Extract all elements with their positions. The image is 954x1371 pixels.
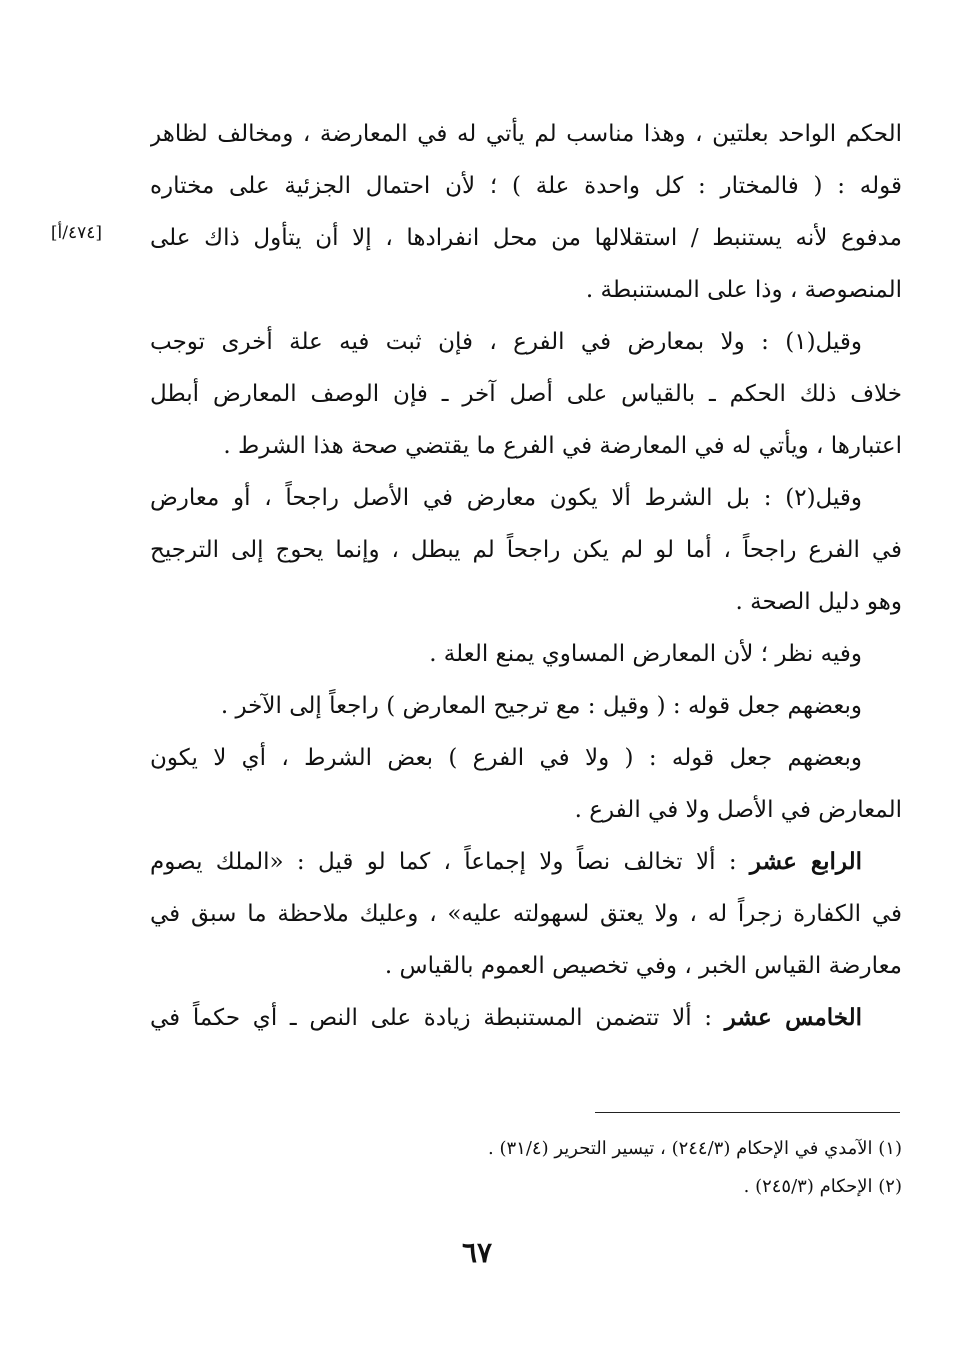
text-line: قوله : ( فالمختار : كل واحدة علة ) ؛ لأن احتمال الجزئية على مختاره <box>150 173 902 199</box>
text-line: في الفرع راجحاً ، أما لو لم يكن راجحاً لم يبطل ، وإنما يحوج إلى الترجيح <box>150 537 902 563</box>
text-line: وبعضهم جعل قوله : ( وقيل : مع ترجيح المعارض ) راجعاً إلى الآخر . <box>220 693 862 719</box>
text-line <box>150 836 902 888</box>
text-line: اعتبارها ، ويأتي له في المعارضة في الفرع ما يقتضي صحة هذا الشرط . <box>223 433 902 459</box>
section-heading-fifteenth: الخامس عشر <box>724 1004 862 1031</box>
text-line <box>150 992 902 1044</box>
text-line: المعارض في الأصل ولا في الفرع . <box>574 797 902 823</box>
text-line: الحكم الواحد بعلتين ، وهذا مناسب لم يأتي له في المعارضة ، ومخالف لظاهر <box>150 121 902 147</box>
footnotes <box>488 1130 902 1206</box>
text-run: : ألا تخالف نصاً ولا إجماعاً ، كما لو قيل : «الملك يصوم <box>150 849 750 875</box>
text-line: في الكفارة زجراً له ، ولا يعتق لسهولته عليه» ، وعليك ملاحظة ما سبق في <box>150 901 902 927</box>
text-line: وهو دليل الصحة . <box>735 589 902 615</box>
text-line: المنصوصة ، وذا على المستنبطة . <box>585 277 902 303</box>
text-run: : ألا تتضمن المستنبطة زيادة على النص ـ أي حكماً في <box>150 1005 725 1031</box>
text-line: وبعضهم جعل قوله : ( ولا في الفرع ) بعض الشرط ، أي لا يكون <box>150 745 862 771</box>
manuscript-folio-reference: [٤٧٤/أ] <box>50 223 102 243</box>
text-line: خلاف ذلك الحكم ـ بالقياس على أصل آخر ـ فإن الوصف المعارض أبطل <box>150 381 902 407</box>
text-line: مدفوع لأنه يستنبط / استقلالها من محل انفرادها ، إلا أن يتأول ذاك على <box>150 225 902 251</box>
text-line: وقيل(١) : ولا بمعارض في الفرع ، فإن ثبت فيه علة أخرى توجب <box>150 329 862 355</box>
section-heading-fourteenth: الرابع عشر <box>749 848 862 875</box>
footnote: (٢) الإحكام (٢٤٥/٣) . <box>743 1176 902 1197</box>
footnote-separator <box>595 1112 900 1113</box>
page-number: ٦٧ <box>461 1236 493 1269</box>
main-text-block <box>150 108 902 1044</box>
text-line: وقيل(٢) : بل الشرط ألا يكون معارض في الأصل راجحاً ، أو معارض <box>150 485 862 511</box>
text-line: وفيه نظر ؛ لأن المعارض المساوي يمنع العلة . <box>429 641 862 667</box>
text-line: معارضة القياس الخبر ، وفي تخصيص العموم بالقياس . <box>384 953 902 979</box>
footnote: (١) الآمدي في الإحكام (٢٤٤/٣) ، تيسير التحرير (٣١/٤) . <box>488 1138 902 1159</box>
